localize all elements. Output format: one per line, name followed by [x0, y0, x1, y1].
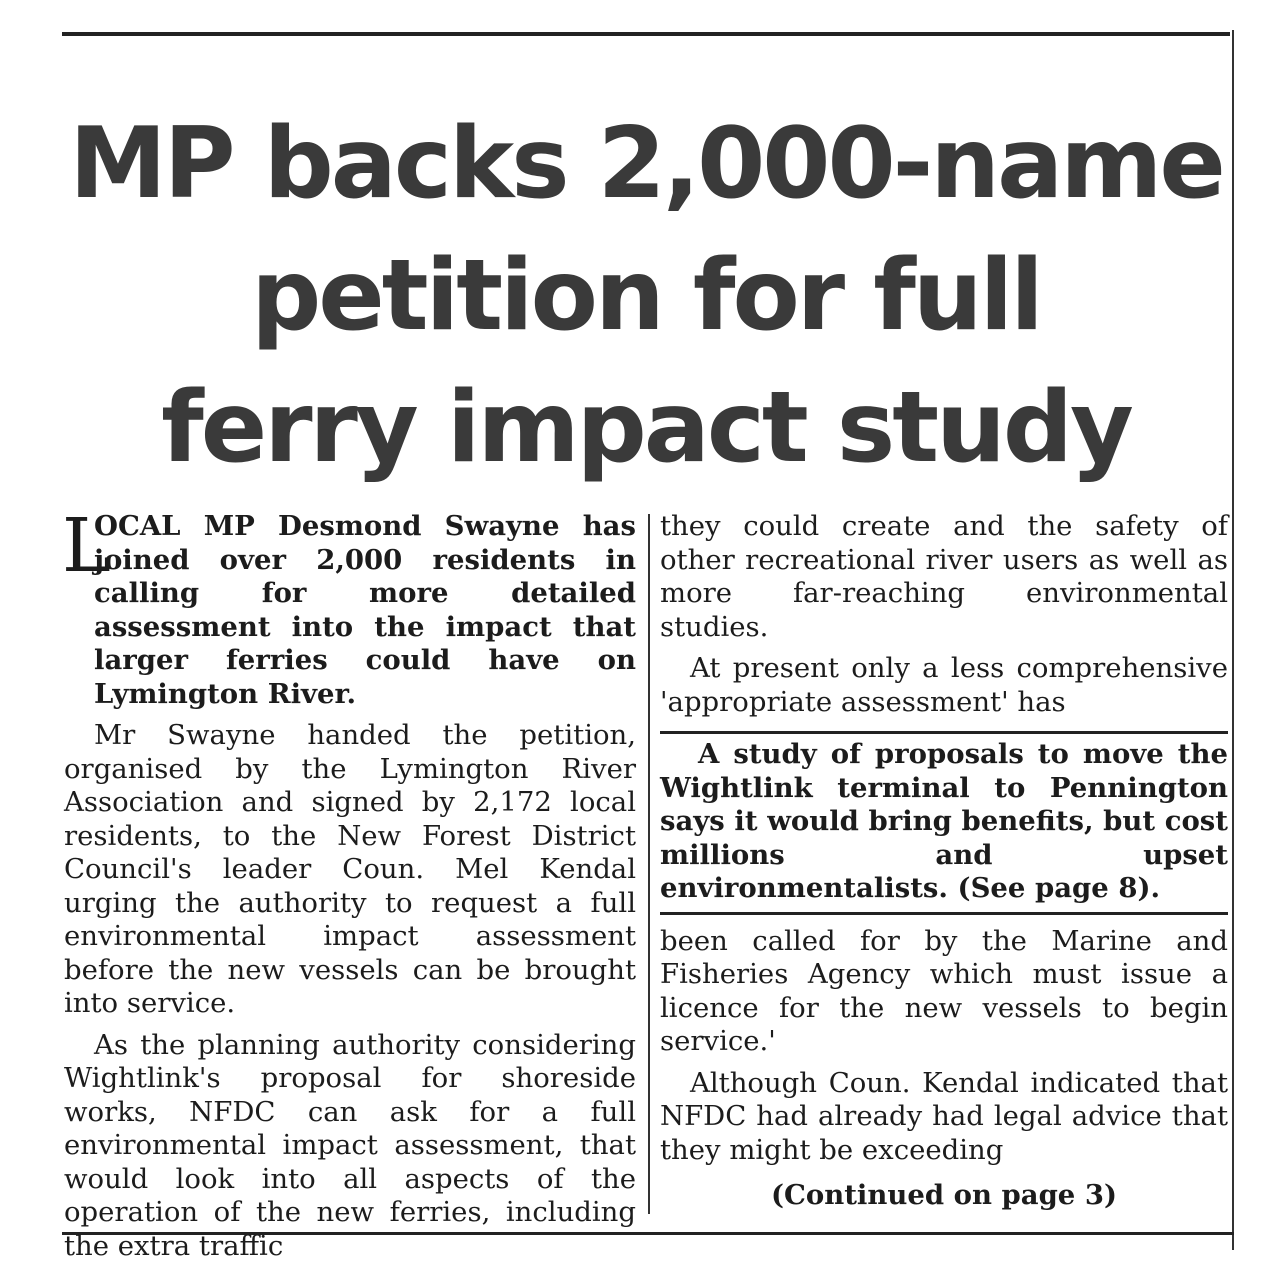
callout-box [660, 731, 1228, 915]
lead-text: OCAL MP Desmond Swayne has joined over 2,000 residents in calling for more detailed assessment into the impact that larger ferries could have on Lymington River. [94, 510, 636, 710]
column-right [660, 510, 1228, 1213]
headline-line-2: petition for full [251, 239, 1041, 353]
right-border [1232, 30, 1234, 1250]
body-paragraph: At present only a less comprehensive 'appropriate assessment' has [660, 652, 1228, 718]
headline-line-1: MP backs 2,000-name [69, 107, 1223, 221]
lead-paragraph [62, 503, 636, 711]
body-paragraph: been called for by the Marine and Fisheries Agency which must issue a licence for the new vessels to begin service.' [660, 924, 1228, 1057]
continued-notice: (Continued on page 3) [770, 1179, 1118, 1211]
callout-text: A study of proposals to move the Wightlink terminal to Pennington says it would bring benefits, but cost millions and upset environmentalists. (See page 8). [660, 738, 1228, 904]
headline-line-3: ferry impact study [161, 371, 1131, 485]
column-left [62, 503, 636, 1263]
body-paragraph: Although Coun. Kendal indicated that NFDC had already had legal advice that they might be exceeding [660, 1066, 1228, 1166]
top-rule [62, 32, 1230, 36]
body-paragraph: As the planning authority considering Wightlink's proposal for shoreside works, NFDC can ask for a full environmental impact assessment, that would look into all aspects of the operation of the new ferries, including the extra traffic [64, 1028, 636, 1262]
drop-cap: L [62, 503, 112, 589]
column-divider [648, 514, 650, 1214]
headline [62, 98, 1230, 494]
body-paragraph: Mr Swayne handed the petition, organised by the Lymington River Association and signed by 2,172 local residents, to the New Forest District Council's leader Coun. Mel Kendal urging the authority to request a full environmental impact assessment before the new vessels can be brought into service. [64, 719, 636, 1019]
body-paragraph: they could create and the safety of other recreational river users as well as more far-reaching environmental studies. [660, 510, 1228, 643]
